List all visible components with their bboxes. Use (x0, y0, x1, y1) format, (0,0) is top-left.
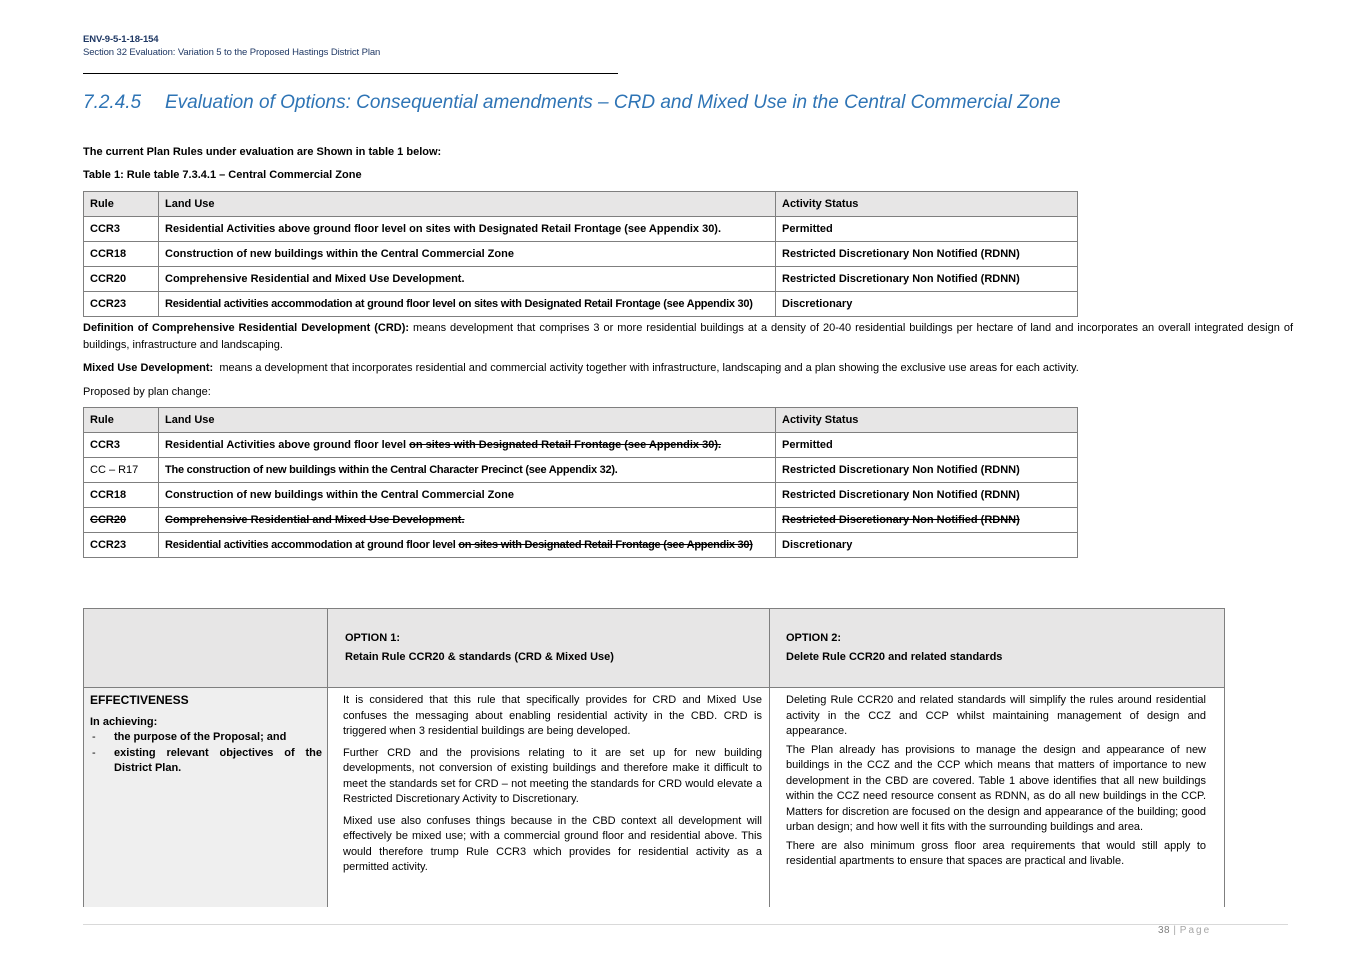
table-row (84, 533, 1078, 558)
table1 (83, 191, 1078, 317)
rule-cell: CCR3 (84, 433, 159, 458)
intro-text: The current Plan Rules under evaluation are Shown in table 1 below: (83, 146, 442, 158)
option1-header (345, 629, 614, 667)
proposed-label: Proposed by plan change: (83, 386, 211, 398)
mixed-use-text: means a development that incorporates residential and commercial activity together with infrastructure, landscaping and a plan showing the exclusive use areas for each activity. (213, 362, 1079, 374)
document-title: Section 32 Evaluation: Variation 5 to the Proposed Hastings District Plan (83, 46, 381, 58)
crd-definition (83, 320, 1293, 353)
page-number: 38 (1158, 925, 1171, 936)
status-cell: Discretionary (776, 533, 1078, 558)
option2-header (786, 629, 1002, 667)
rule-cell: CC – R17 (84, 458, 159, 483)
effectiveness-criteria (90, 693, 322, 777)
col-header-rule: Rule (84, 192, 159, 217)
land-use-cell: The construction of new buildings within the Central Character Precinct (see Appendix 32). (159, 458, 776, 483)
rule-cell: CCR20 (84, 267, 159, 292)
section-title: Evaluation of Options: Consequential amendments – CRD and Mixed Use in the Central Commercial Zone (165, 92, 1061, 113)
footer-divider (83, 924, 1288, 925)
option2-effectiveness (786, 693, 1206, 876)
table-row (84, 433, 1078, 458)
page-footer (1158, 925, 1211, 936)
status-cell: Discretionary (776, 292, 1078, 317)
struck-text: on sites with Designated Retail Frontage (see Appendix 30). (409, 439, 722, 451)
col-header-land-use: Land Use (159, 192, 776, 217)
table-row (84, 217, 1078, 242)
table-row (84, 242, 1078, 267)
rule-cell: CCR18 (84, 483, 159, 508)
table-header-row (84, 408, 1078, 433)
table-row (84, 483, 1078, 508)
paragraph: Further CRD and the provisions relating to it are set up for new building developments, not conversion of existing buildings and therefore make it difficult to meet the standards set for CRD – not meeting the standards for CRD would elevate a Restricted Discretionary Activity to Discretionary. (343, 746, 762, 805)
table-row (84, 267, 1078, 292)
rule-cell: CCR23 (84, 533, 159, 558)
table-header-row (84, 192, 1078, 217)
land-use-text: Residential activities accommodation at ground floor level (165, 539, 459, 551)
crd-text: means development that comprises 3 or more residential buildings at a density of 20-40 residential buildings per hectare of land and incorporates an overall integrated design of buildings, infrastructure and landscaping. (83, 322, 1293, 351)
footer-separator: | (1170, 925, 1180, 936)
mixed-use-definition (83, 361, 1079, 376)
status-cell: Restricted Discretionary Non Notified (RDNN) (776, 242, 1078, 267)
land-use-cell: Residential activities accommodation at ground floor level on sites with Designated Retail Frontage (see Appendix 30) (159, 292, 776, 317)
status-cell: Permitted (776, 217, 1078, 242)
effectiveness-subtitle: In achieving: (90, 715, 158, 728)
col-header-activity-status: Activity Status (776, 408, 1078, 433)
section-heading (83, 92, 1061, 114)
paragraph: Mixed use also confuses things because in the CBD context all development will effectively be mixed use; with a commercial ground floor and residential above. This would therefore trump Rule CCR3 which provides for residential activity as a permitted activity. (343, 814, 762, 873)
table1-caption: Table 1: Rule table 7.3.4.1 – Central Commercial Zone (83, 169, 362, 181)
section-number: 7.2.4.5 (83, 92, 142, 113)
paragraph: There are also minimum gross floor area requirements that would still apply to residential apartments to ensure that spaces are practical and livable. (786, 839, 1206, 867)
status-cell: Restricted Discretionary Non Notified (RDNN) (776, 483, 1078, 508)
list-item: - the purpose of the Proposal; and (90, 730, 322, 746)
mixed-use-term: Mixed Use Development: (83, 362, 214, 374)
column-divider (327, 609, 328, 907)
effectiveness-title: EFFECTIVENESS (90, 693, 189, 707)
col-header-land-use: Land Use (159, 408, 776, 433)
column-divider (769, 609, 770, 907)
header-divider (83, 73, 618, 74)
option2-title: OPTION 2: (786, 632, 842, 644)
rule-cell: CCR23 (84, 292, 159, 317)
table2 (83, 407, 1078, 558)
col-header-activity-status: Activity Status (776, 192, 1078, 217)
land-use-cell: Comprehensive Residential and Mixed Use Development. (159, 508, 776, 533)
land-use-cell (159, 533, 776, 558)
page-label: Page (1179, 925, 1212, 936)
land-use-cell: Residential Activities above ground floor level on sites with Designated Retail Frontage (see Appendix 30). (159, 217, 776, 242)
option2-subtitle: Delete Rule CCR20 and related standards (786, 651, 1003, 663)
status-cell: Restricted Discretionary Non Notified (RDNN) (776, 267, 1078, 292)
land-use-text: Residential Activities above ground floor level (165, 439, 410, 451)
land-use-cell: Comprehensive Residential and Mixed Use Development. (159, 267, 776, 292)
document-header (83, 34, 380, 59)
table-row (84, 508, 1078, 533)
options-header-row (84, 609, 1224, 688)
options-table (83, 608, 1225, 907)
list-item: - existing relevant objectives of the District Plan. (90, 746, 322, 777)
paragraph: It is considered that this rule that specifically provides for CRD and Mixed Use confuses the messaging about enabling residential activity in the CBD. CRD is triggered when 3 residential buildings are being developed. (343, 694, 762, 737)
land-use-cell: Construction of new buildings within the Central Commercial Zone (159, 483, 776, 508)
paragraph: The Plan already has provisions to manage the design and appearance of new buildings in the CCZ and the CCP which means that matters of importance to new development in the CBD are covered. Table 1 above identifies that all new buildings within the CCZ need resource consent as RDNN, as do all new buildings in the CCP. Matters for discretion are focused on the design and appearance of the building; good urban design; and how well it fits with the surrounding buildings and area. (786, 743, 1206, 833)
rule-cell: CCR3 (84, 217, 159, 242)
option1-title: OPTION 1: (345, 632, 401, 644)
status-cell: Restricted Discretionary Non Notified (RDNN) (776, 458, 1078, 483)
option1-subtitle: Retain Rule CCR20 & standards (CRD & Mixed Use) (345, 651, 614, 663)
col-header-rule: Rule (84, 408, 159, 433)
land-use-cell (159, 433, 776, 458)
effectiveness-list (90, 730, 322, 777)
struck-text: on sites with Designated Retail Frontage (see Appendix 30) (458, 539, 753, 551)
rule-cell: CCR20 (84, 508, 159, 533)
land-use-cell: Construction of new buildings within the Central Commercial Zone (159, 242, 776, 267)
table-row (84, 458, 1078, 483)
option1-effectiveness (343, 693, 762, 882)
rule-cell: CCR18 (84, 242, 159, 267)
table-row (84, 292, 1078, 317)
document-reference: ENV-9-5-1-18-154 (83, 34, 159, 45)
paragraph: Deleting Rule CCR20 and related standards will simplify the rules around residential activity in the CCZ and CCP whilst maintaining management of design and appearance. (786, 694, 1206, 737)
crd-term: Definition of Comprehensive Residential Development (CRD): (83, 322, 410, 334)
status-cell: Restricted Discretionary Non Notified (RDNN) (776, 508, 1078, 533)
status-cell: Permitted (776, 433, 1078, 458)
